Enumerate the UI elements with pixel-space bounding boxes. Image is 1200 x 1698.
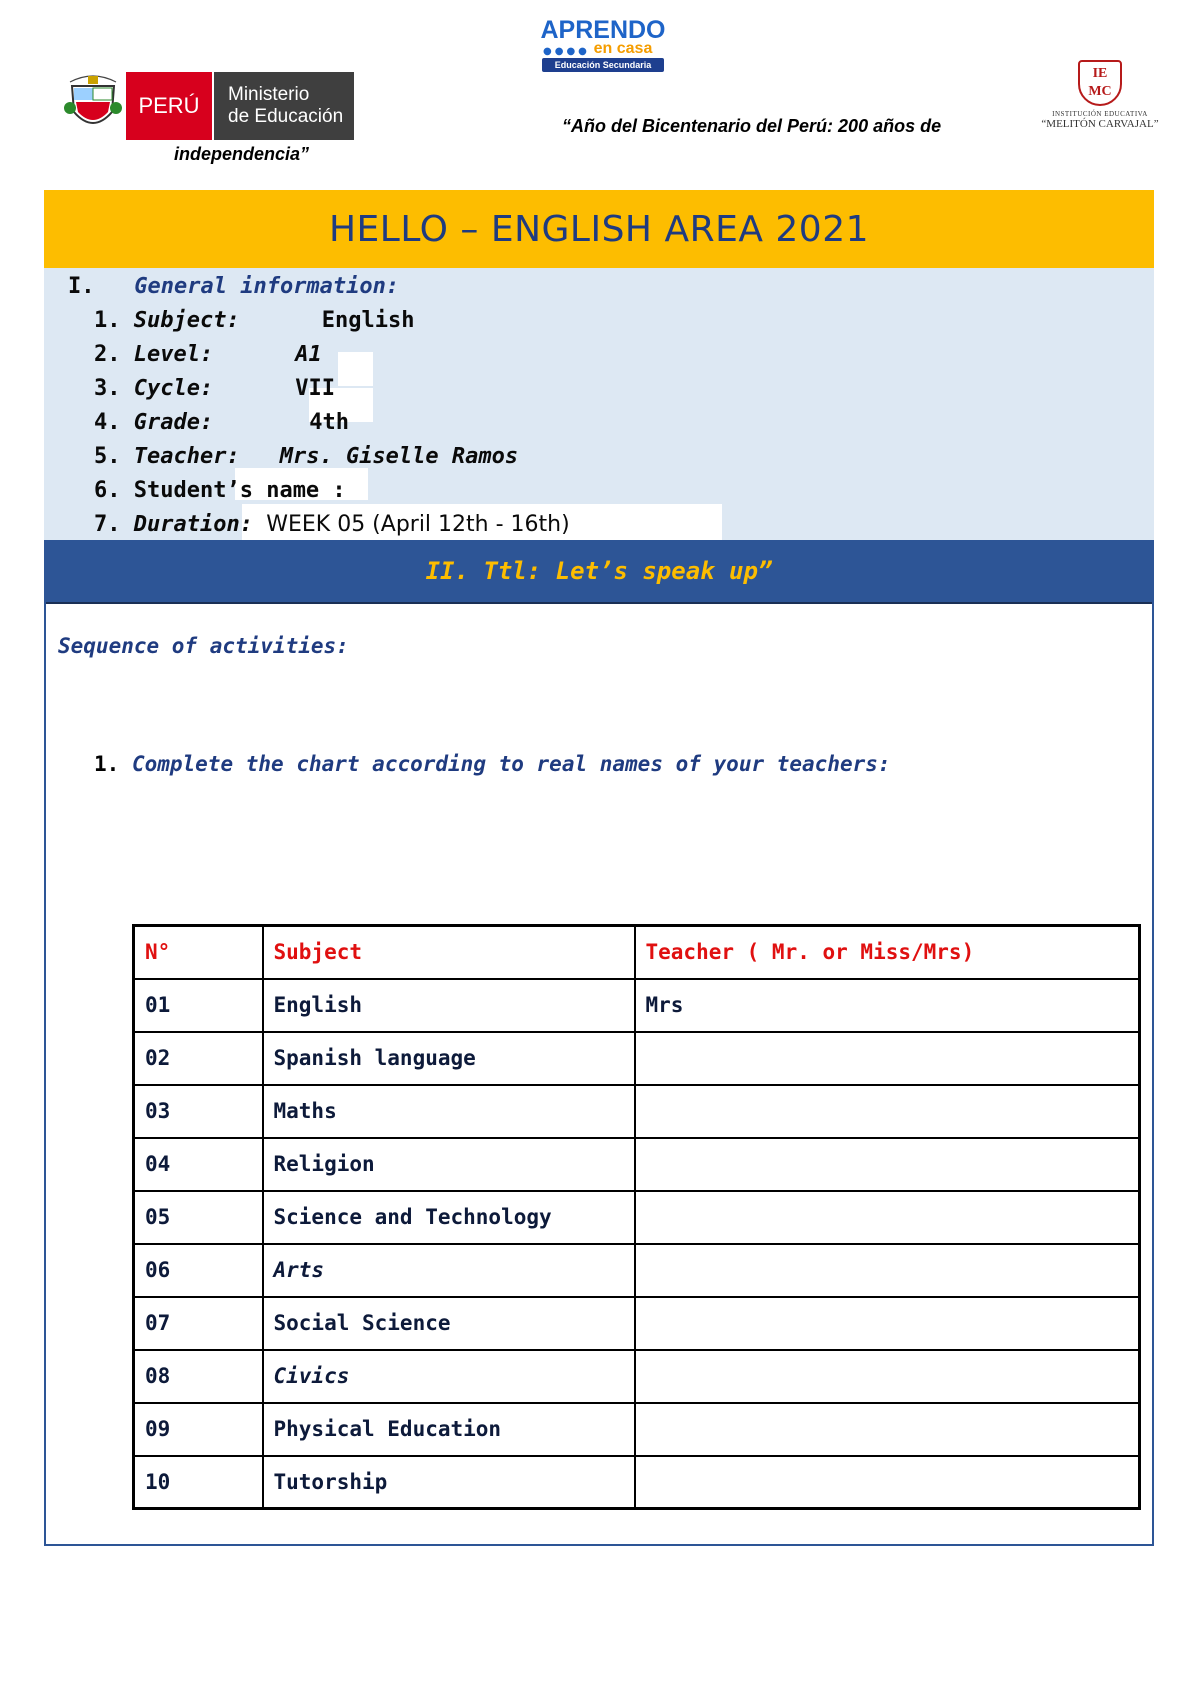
school-logo <box>1040 60 1160 130</box>
row-number: 03 <box>134 1085 263 1138</box>
table-row <box>134 1350 1140 1403</box>
table-row <box>134 1297 1140 1350</box>
row-teacher[interactable] <box>635 1350 1140 1403</box>
row-teacher[interactable] <box>635 1456 1140 1509</box>
aprendo-subtitle: en casa <box>593 40 653 57</box>
row-subject: Tutorship <box>263 1456 635 1509</box>
row-subject: Science and Technology <box>263 1191 635 1244</box>
table-header-row <box>134 926 1140 979</box>
row-teacher[interactable] <box>635 1403 1140 1456</box>
row-subject: Maths <box>263 1085 635 1138</box>
peru-coat-of-arms-icon <box>62 72 124 138</box>
sequence-label: Sequence of activities: <box>58 634 349 658</box>
row-teacher[interactable]: Mrs <box>635 979 1140 1032</box>
info-item-grade: 4. Grade: 4th <box>94 410 349 435</box>
row-subject: Spanish language <box>263 1032 635 1085</box>
row-number: 06 <box>134 1244 263 1297</box>
table-row <box>134 1244 1140 1297</box>
header-teacher: Teacher ( Mr. or Miss/Mrs) <box>635 926 1140 979</box>
row-teacher[interactable] <box>635 1032 1140 1085</box>
table-row <box>134 1456 1140 1509</box>
table-row <box>134 979 1140 1032</box>
row-number: 02 <box>134 1032 263 1085</box>
row-teacher[interactable] <box>635 1138 1140 1191</box>
table-row <box>134 1032 1140 1085</box>
teachers-chart-table <box>132 924 1141 1510</box>
row-subject: Social Science <box>263 1297 635 1350</box>
info-item-student-name: 6. Student’s name : <box>94 478 346 503</box>
aprendo-en-casa-logo <box>533 18 673 72</box>
ministry-name: Ministerio de Educación <box>214 72 354 140</box>
table-row <box>134 1403 1140 1456</box>
row-teacher[interactable] <box>635 1085 1140 1138</box>
white-patch <box>338 352 373 386</box>
section-header-bar <box>44 540 1154 604</box>
row-teacher[interactable] <box>635 1297 1140 1350</box>
row-subject: Civics <box>263 1350 635 1403</box>
row-number: 01 <box>134 979 263 1032</box>
header-number: N° <box>134 926 263 979</box>
info-item-teacher: 5. Teacher: Mrs. Giselle Ramos <box>94 444 519 469</box>
info-item-duration: 7. Duration: WEEK 05 (April 12th - 16th) <box>94 512 570 537</box>
header-subject: Subject <box>263 926 635 979</box>
aprendo-title: APRENDO <box>540 16 666 44</box>
general-information-section <box>44 268 1154 540</box>
row-number: 05 <box>134 1191 263 1244</box>
row-teacher[interactable] <box>635 1191 1140 1244</box>
info-item-subject: 1. Subject: English <box>94 308 415 333</box>
row-number: 08 <box>134 1350 263 1403</box>
school-type: INSTITUCIÓN EDUCATIVA <box>1052 110 1148 118</box>
row-number: 07 <box>134 1297 263 1350</box>
table-row <box>134 1138 1140 1191</box>
info-item-level: 2. Level: A1 <box>94 342 322 367</box>
year-motto: “Año del Bicentenario del Perú: 200 años de <box>562 116 942 136</box>
school-name: “MELITÓN CARVAJAL” <box>1041 118 1159 130</box>
row-subject: Physical Education <box>263 1403 635 1456</box>
task-instruction: 1. Complete the chart according to real names of your teachers: <box>94 752 891 776</box>
ministry-logo <box>62 72 354 140</box>
row-subject: English <box>263 979 635 1032</box>
peru-label: PERÚ <box>126 72 212 140</box>
year-motto-continuation: independencia” <box>174 144 310 164</box>
row-number: 09 <box>134 1403 263 1456</box>
table-row <box>134 1191 1140 1244</box>
dots-icon: ●●●● <box>543 46 590 57</box>
table-row <box>134 1085 1140 1138</box>
row-number: 10 <box>134 1456 263 1509</box>
info-item-cycle: 3. Cycle: VII <box>94 376 335 401</box>
row-subject: Religion <box>263 1138 635 1191</box>
general-info-heading: I. General information: <box>68 274 400 299</box>
row-teacher[interactable] <box>635 1244 1140 1297</box>
page-title: HELLO – ENGLISH AREA 2021 <box>328 208 870 250</box>
title-band <box>44 190 1154 268</box>
row-subject: Arts <box>263 1244 635 1297</box>
aprendo-level-badge: Educación Secundaria <box>542 58 664 72</box>
row-number: 04 <box>134 1138 263 1191</box>
school-emblem-icon: IE MC <box>1078 60 1122 106</box>
section-title: II. Ttl: Let’s speak up” <box>425 557 773 585</box>
